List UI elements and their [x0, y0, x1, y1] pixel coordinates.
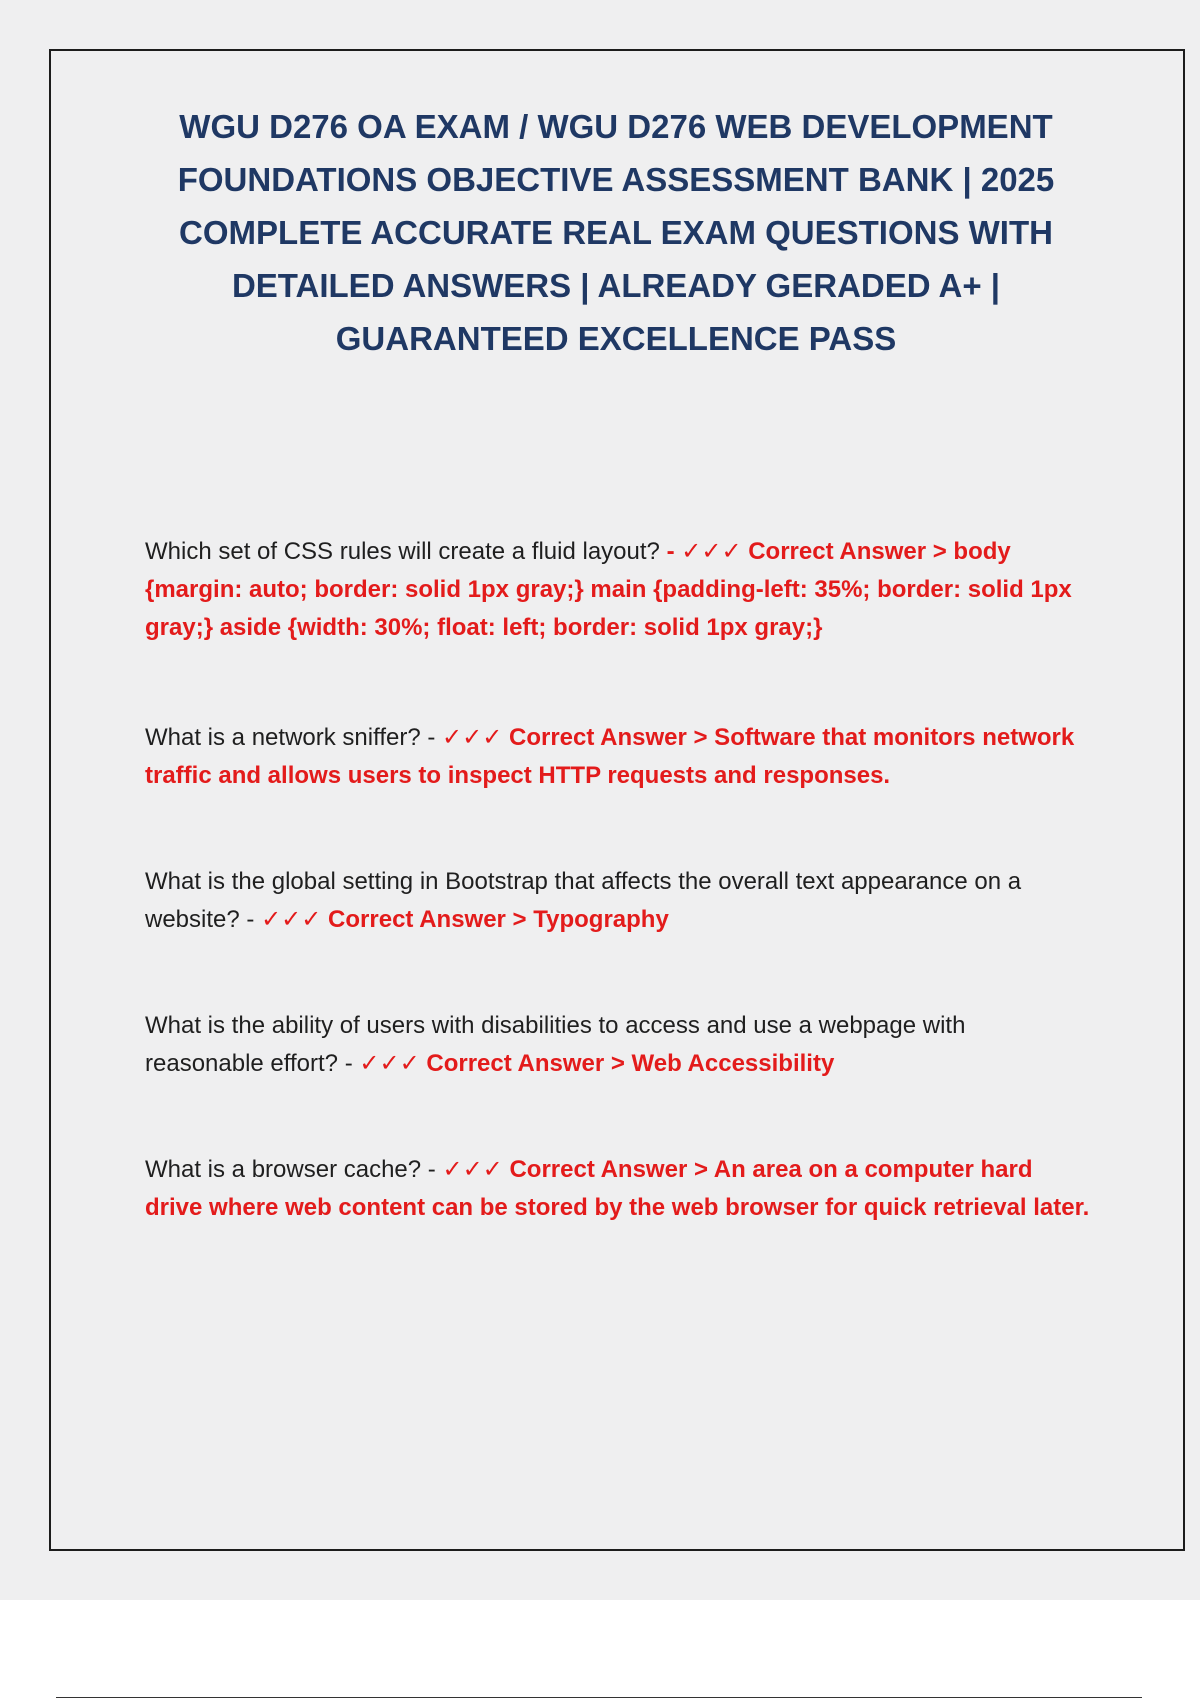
answer-text: - ✓✓✓ Correct Answer > body {margin: auto; border: solid 1px gray;} main {padding-left: 35%; border: solid 1px gray;} aside {width: 30%; float: left; border: solid 1px gray;}	[145, 538, 1072, 641]
answer-text: ✓✓✓ Correct Answer > An area on a computer hard drive where web content can be stored by the web browser for quick retrieval later.	[145, 1156, 1090, 1221]
question-text: What is a browser cache? -	[145, 1156, 443, 1183]
question-text: What is the global setting in Bootstrap that affects the overall text appearance on a website? -	[145, 868, 1022, 933]
qa-item	[145, 719, 1090, 795]
qa-item	[145, 1007, 1090, 1083]
question-text: What is a network sniffer? -	[145, 724, 442, 751]
qa-list	[145, 533, 1090, 1227]
qa-item	[145, 1151, 1090, 1227]
answer-text: ✓✓✓ Correct Answer > Typography	[261, 906, 669, 933]
answer-text: ✓✓✓ Correct Answer > Software that monitors network traffic and allows users to inspect HTTP requests and responses.	[145, 724, 1075, 789]
qa-item	[145, 863, 1090, 939]
document-title: WGU D276 OA EXAM / WGU D276 WEB DEVELOPMENT FOUNDATIONS OBJECTIVE ASSESSMENT BANK | 2025 COMPLETE ACCURATE REAL EXAM QUESTIONS WITH DETAILED ANSWERS | ALREADY GERADED A+ | GUARANTEED EXCELLENCE PASS	[177, 108, 1055, 357]
qa-item	[145, 533, 1090, 647]
answer-text: ✓✓✓ Correct Answer > Web Accessibility	[359, 1050, 835, 1077]
footer-divider	[56, 1697, 1142, 1698]
question-text: What is the ability of users with disabilities to access and use a webpage with reasonable effort? -	[145, 1012, 966, 1077]
question-text: Which set of CSS rules will create a fluid layout?	[145, 538, 667, 565]
